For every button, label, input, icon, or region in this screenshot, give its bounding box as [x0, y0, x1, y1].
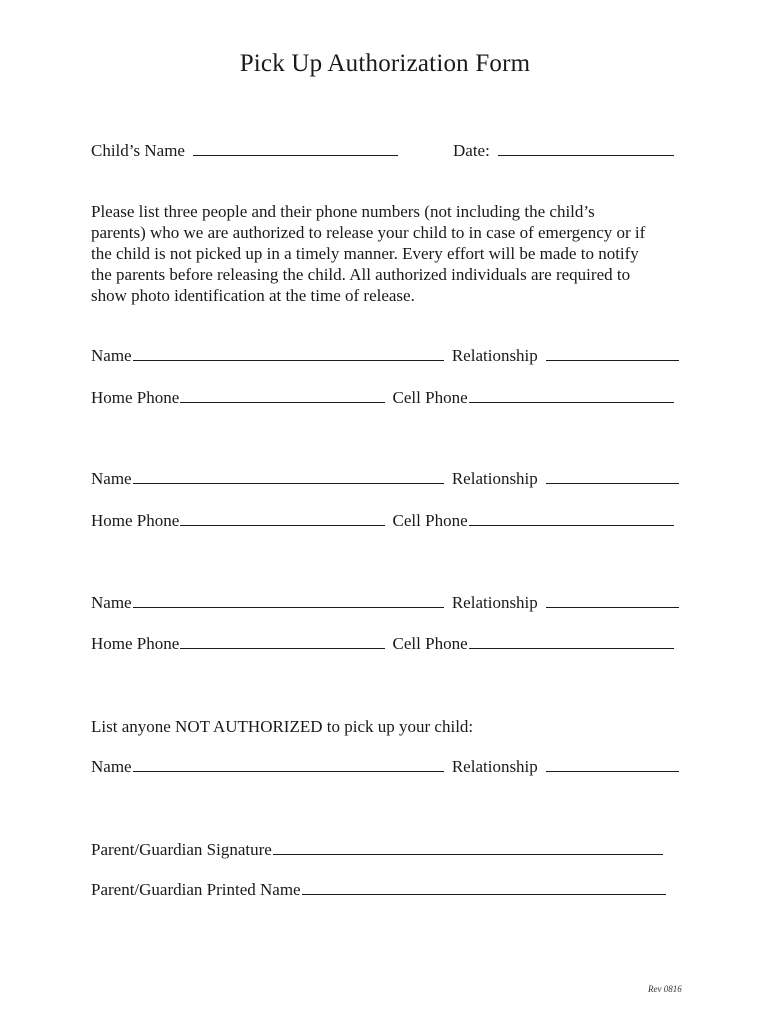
relationship-label: Relationship [451, 757, 538, 776]
printed-name-field[interactable] [302, 893, 666, 895]
authorized-1-home-phone-field[interactable] [180, 401, 385, 403]
not-authorized-heading: List anyone NOT AUTHORIZED to pick up your child: [91, 717, 474, 736]
authorized-3-cell-phone-field[interactable] [469, 647, 674, 649]
authorized-2-home-phone-field[interactable] [180, 524, 385, 526]
authorized-2-name-field[interactable] [133, 482, 444, 484]
cell-phone-label: Cell Phone [392, 388, 468, 407]
not-authorized-relationship-field[interactable] [546, 770, 679, 772]
instructions-line: parents) who we are authorized to release your child to in case of emergency or if [91, 223, 646, 242]
cell-phone-label: Cell Phone [392, 511, 468, 530]
relationship-label: Relationship [451, 346, 538, 365]
date-row [453, 141, 674, 161]
home-phone-label: Home Phone [91, 634, 180, 653]
child-info-row [91, 141, 398, 161]
date-label: Date: [453, 141, 490, 160]
printed-name-label: Parent/Guardian Printed Name [91, 880, 301, 899]
signature-field[interactable] [273, 853, 663, 855]
authorized-1-cell-phone-field[interactable] [469, 401, 674, 403]
page-title: Pick Up Authorization Form [239, 50, 531, 77]
instructions-paragraph [91, 201, 691, 306]
authorized-3-relationship-field[interactable] [546, 606, 679, 608]
name-label: Name [91, 346, 132, 365]
relationship-label: Relationship [451, 469, 538, 488]
authorized-2-name-row [91, 469, 679, 489]
authorized-1-name-row [91, 346, 679, 366]
instructions-line: the child is not picked up in a timely manner. Every effort will be made to notify [91, 244, 639, 263]
name-label: Name [91, 593, 132, 612]
authorized-3-name-field[interactable] [133, 606, 444, 608]
authorized-3-name-row [91, 593, 679, 613]
signature-row [91, 840, 663, 860]
cell-phone-label: Cell Phone [392, 634, 468, 653]
authorized-3-home-phone-field[interactable] [180, 647, 385, 649]
revision-code: Rev 0816 [648, 984, 682, 994]
not-authorized-name-row [91, 757, 679, 777]
name-label: Name [91, 757, 132, 776]
date-field[interactable] [498, 154, 674, 156]
home-phone-label: Home Phone [91, 388, 180, 407]
signature-label: Parent/Guardian Signature [91, 840, 272, 859]
instructions-line: show photo identification at the time of release. [91, 286, 415, 305]
authorized-2-relationship-field[interactable] [546, 482, 679, 484]
name-label: Name [91, 469, 132, 488]
instructions-line: Please list three people and their phone numbers (not including the child’s [91, 202, 595, 221]
home-phone-label: Home Phone [91, 511, 180, 530]
relationship-label: Relationship [451, 593, 538, 612]
authorized-1-name-field[interactable] [133, 359, 444, 361]
instructions-line: the parents before releasing the child. All authorized individuals are required to [91, 265, 631, 284]
authorized-3-phone-row [91, 634, 674, 654]
authorized-1-phone-row [91, 388, 674, 408]
authorized-2-cell-phone-field[interactable] [469, 524, 674, 526]
child-name-label: Child’s Name [91, 141, 185, 160]
not-authorized-name-field[interactable] [133, 770, 444, 772]
authorized-1-relationship-field[interactable] [546, 359, 679, 361]
child-name-field[interactable] [193, 154, 398, 156]
printed-name-row [91, 880, 666, 900]
authorized-2-phone-row [91, 511, 674, 531]
